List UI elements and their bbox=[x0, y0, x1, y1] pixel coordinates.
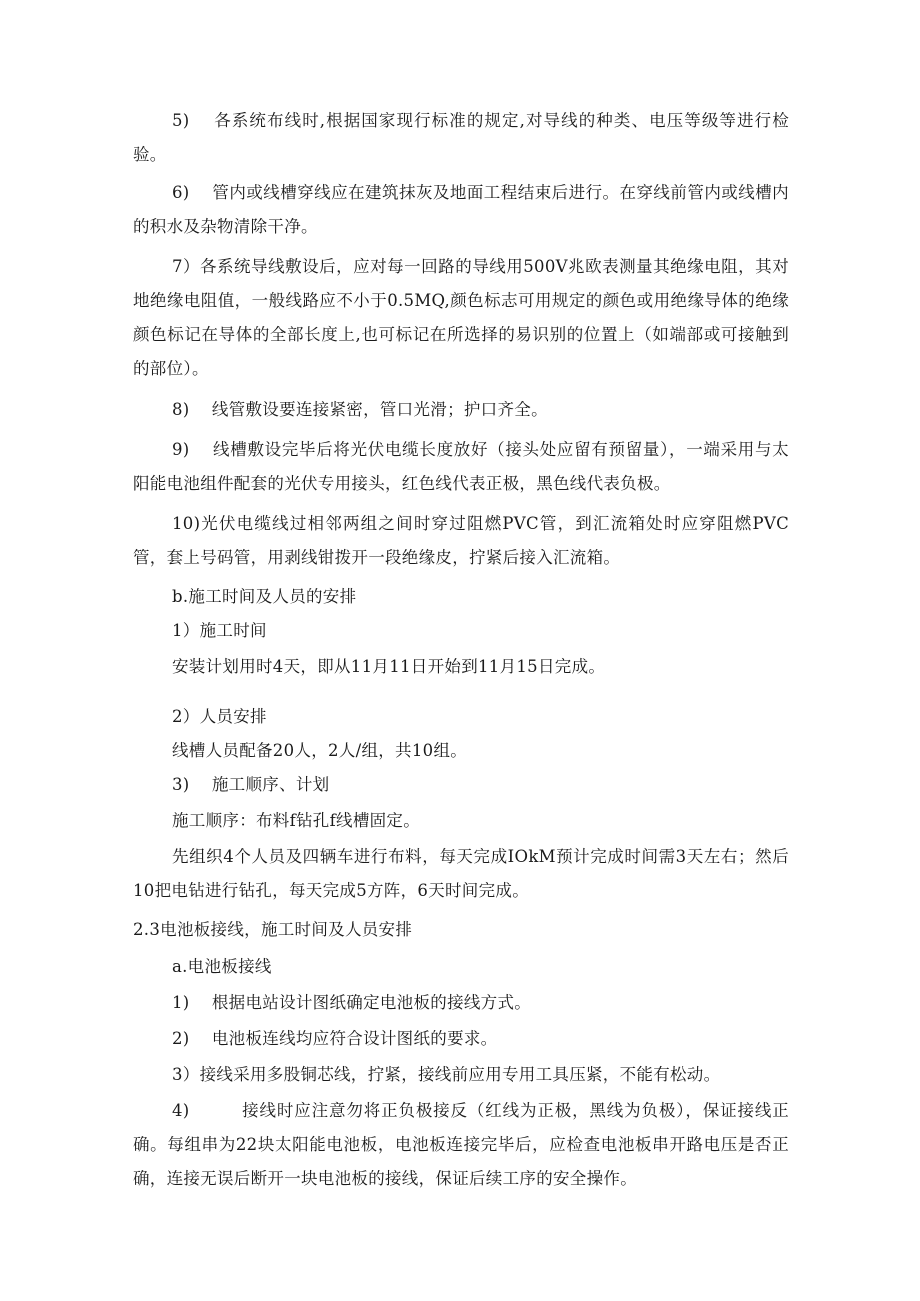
paragraph-wiring-2: 2) 电池板连线均应符合设计图纸的要求。 bbox=[172, 1029, 498, 1048]
paragraph-schedule: 安装计划用时4天，即从11月11日开始到11月15日完成。 bbox=[172, 657, 606, 676]
paragraph-item-8: 8) 线管敷设要连接紧密，管口光滑；护口齐全。 bbox=[172, 400, 548, 419]
paragraph-personnel: 线槽人员配备20人，2人/组，共10组。 bbox=[172, 741, 468, 760]
paragraph-plan-detail: 先组织4个人员及四辆车进行布料，每天完成IOkM预计完成时间需3天左右；然后10把电钻进行钻孔，每天完成5方阵，6天时间完成。 bbox=[133, 847, 789, 900]
section-heading-2-3: 2.3电池板接线，施工时间及人员安排 bbox=[133, 920, 413, 939]
subheading-personnel: 2）人员安排 bbox=[172, 707, 267, 726]
paragraph-item-10: 10)光伏电缆线过相邻两组之间时穿过阻燃PVC管，到汇流箱处时应穿阻燃PVC管，套上号码管，用剥线钳拨开一段绝缘皮，拧紧后接入汇流箱。 bbox=[133, 514, 789, 567]
paragraph-item-5: 5) 各系统布线时,根据国家现行标准的规定,对导线的种类、电压等级等进行检验。 bbox=[133, 111, 789, 164]
paragraph-sequence: 施工顺序：布料f钻孔f线槽固定。 bbox=[172, 811, 421, 830]
subheading-sequence-plan: 3) 施工顺序、计划 bbox=[172, 775, 330, 794]
subheading-construction-time: 1）施工时间 bbox=[172, 621, 267, 640]
paragraph-wiring-4: 4) 接线时应注意勿将正负极接反（红线为正极，黑线为负极），保证接线正确。每组串为22块太阳能电池板，电池板连接完毕后，应检查电池板串开路电压是否正确，连接无误后断开一块电池板的接线，保证后续工序的安全操作。 bbox=[133, 1101, 789, 1188]
subheading-panel-wiring: a.电池板接线 bbox=[172, 957, 272, 976]
paragraph-wiring-3: 3）接线采用多股铜芯线，拧紧，接线前应用专用工具压紧，不能有松动。 bbox=[172, 1065, 721, 1084]
paragraph-item-6: 6) 管内或线槽穿线应在建筑抹灰及地面工程结束后进行。在穿线前管内或线槽内的积水及杂物清除干净。 bbox=[133, 183, 789, 236]
section-heading-b: b.施工时间及人员的安排 bbox=[172, 587, 357, 606]
paragraph-item-9: 9) 线槽敷设完毕后将光伏电缆长度放好（接头处应留有预留量），一端采用与太阳能电池组件配套的光伏专用接头，红色线代表正极，黑色线代表负极。 bbox=[133, 440, 789, 493]
paragraph-item-7: 7）各系统导线敷设后，应对每一回路的导线用500V兆欧表测量其绝缘电阻，其对地绝缘电阻值，一般线路应不小于0.5MQ,颜色标志可用规定的颜色或用绝缘导体的绝缘颜色标记在导体的全部长度上,也可标记在所选择的易识别的位置上（如端部或可接触到的部位）。 bbox=[133, 257, 789, 378]
paragraph-wiring-1: 1) 根据电站设计图纸确定电池板的接线方式。 bbox=[172, 993, 532, 1012]
